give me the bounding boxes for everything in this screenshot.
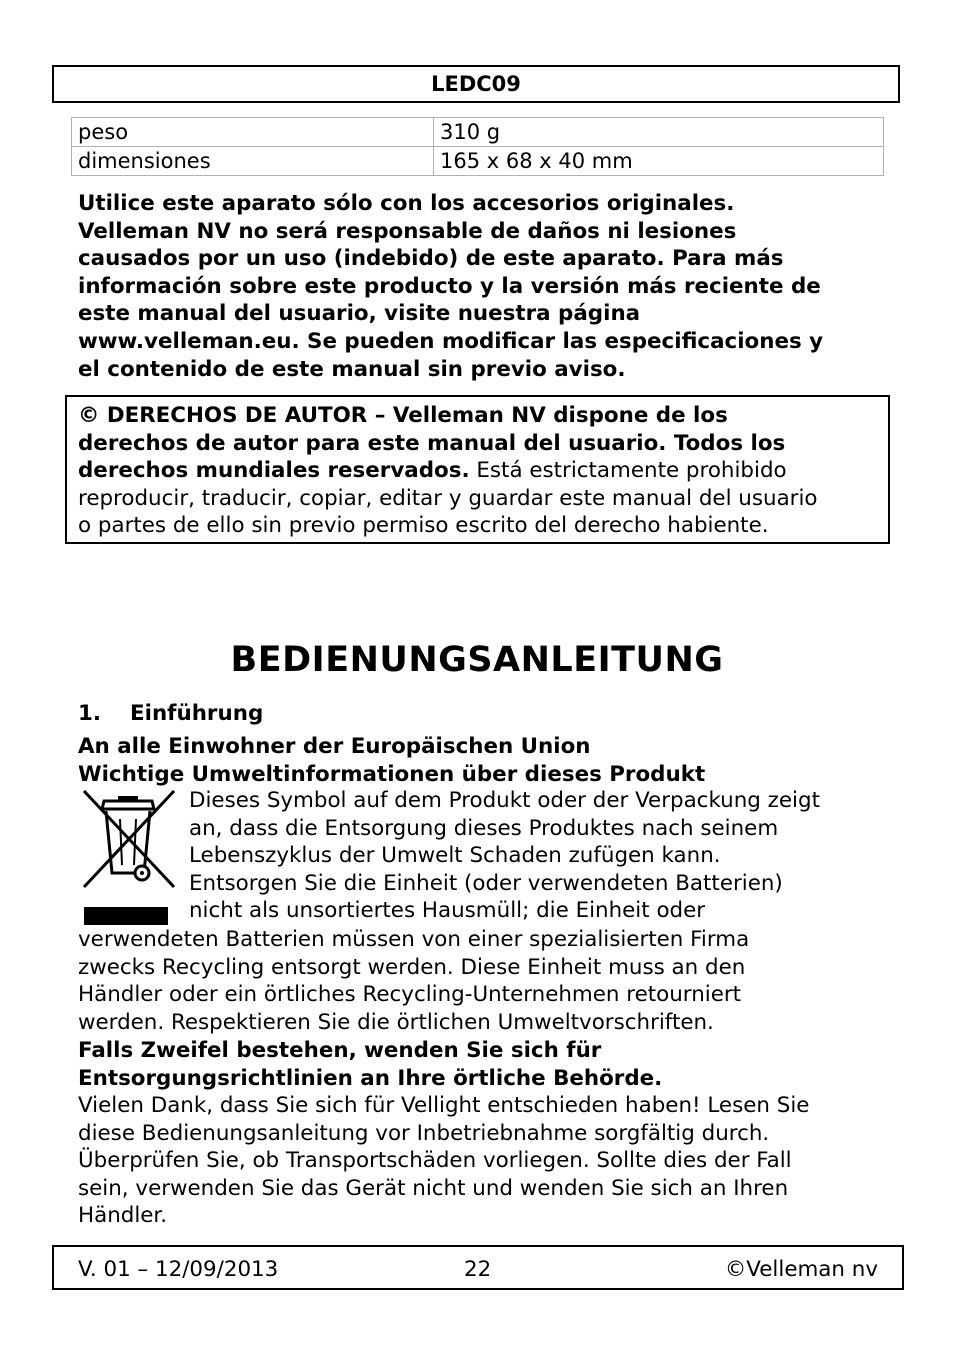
text-line: Velleman NV no será responsable de daños ni lesiones — [78, 218, 737, 244]
text-line: o partes de ello sin previo permiso escrito del derecho habiente. — [78, 513, 769, 539]
text-line: Händler. — [78, 1203, 168, 1229]
footer-version: V. 01 – 12/09/2013 — [78, 1257, 279, 1282]
text-line: Falls Zweifel bestehen, wenden Sie sich für — [78, 1038, 602, 1063]
text-line: derechos mundiales reservados. Está estrictamente prohibido — [78, 458, 787, 484]
thanks-paragraph — [78, 1092, 888, 1230]
text-line: el contenido de este manual sin previo aviso. — [78, 356, 626, 382]
env-heading: Wichtige Umweltinformationen über dieses Produkt — [78, 762, 706, 787]
text-line: Vielen Dank, dass Sie sich für Vellight entschieden haben! Lesen Sie — [78, 1093, 810, 1118]
authority-note — [78, 1037, 888, 1092]
section-title: Einführung — [130, 701, 264, 726]
text-line: este manual del usuario, visite nuestra página — [78, 301, 641, 327]
page-footer — [52, 1245, 904, 1290]
text-line: Lebenszyklus der Umwelt Schaden zufügen kann. — [189, 843, 721, 869]
text-line: nicht als unsortiertes Hausmüll; die Einheit oder — [189, 898, 706, 924]
copyright-notice — [65, 395, 890, 544]
disposal-paragraph-continued — [78, 926, 888, 1036]
table-row — [72, 118, 884, 147]
page-title: BEDIENUNGSANLEITUNG — [230, 640, 724, 680]
sub-headings — [78, 733, 705, 789]
text-line: reproducir, traducir, copiar, editar y guardar este manual del usuario — [78, 485, 818, 511]
text-line: © DERECHOS DE AUTOR – Velleman NV dispone de los — [78, 403, 728, 428]
text-line: causados por un uso (indebido) de este aparato. Para más — [78, 246, 784, 272]
section-heading — [78, 701, 263, 726]
text-line: derechos de autor para este manual del usuario. Todos los — [78, 430, 786, 456]
text-line: Händler oder ein örtliches Recycling-Unternehmen retourniert — [78, 982, 742, 1008]
crossed-out-wheelie-bin-icon — [80, 787, 178, 927]
text-line: diese Bedienungsanleitung vor Inbetriebnahme sorgfältig durch. — [78, 1120, 770, 1146]
text-line: zwecks Recycling entsorgt werden. Diese Einheit muss an den — [78, 954, 746, 980]
spec-table — [71, 117, 884, 176]
section-number: 1. — [78, 701, 102, 726]
spec-label: dimensiones — [72, 147, 434, 176]
spec-label: peso — [72, 118, 434, 147]
spec-value: 310 g — [434, 118, 884, 147]
text-line: www.velleman.eu. Se pueden modificar las especificaciones y — [78, 328, 824, 354]
text-line: werden. Respektieren Sie die örtlichen Umweltvorschriften. — [78, 1009, 714, 1035]
text-line: Dieses Symbol auf dem Produkt oder der Verpackung zeigt — [189, 788, 820, 813]
table-row — [72, 147, 884, 176]
text-line: sein, verwenden Sie das Gerät nicht und wenden Sie sich an Ihren — [78, 1175, 789, 1201]
text-line: Entsorgen Sie die Einheit (oder verwendeten Batterien) — [189, 870, 783, 896]
disposal-paragraph — [189, 787, 889, 925]
text-line: verwendeten Batterien müssen von einer spezialisierten Firma — [78, 927, 750, 952]
spec-value: 165 x 68 x 40 mm — [434, 147, 884, 176]
eu-heading: An alle Einwohner der Europäischen Union — [78, 734, 591, 759]
page-number: 22 — [464, 1257, 492, 1282]
page-header — [52, 65, 900, 103]
text-line: Überprüfen Sie, ob Transportschäden vorliegen. Sollte dies der Fall — [78, 1148, 792, 1174]
text-line: an, dass die Entsorgung dieses Produktes nach seinem — [189, 815, 779, 841]
disclaimer — [78, 190, 888, 383]
text-line: Entsorgungsrichtlinien an Ihre örtliche Behörde. — [78, 1065, 663, 1091]
footer-copyright: ©Velleman nv — [724, 1257, 878, 1282]
text-line: información sobre este producto y la versión más reciente de — [78, 273, 821, 299]
text-line: Utilice este aparato sólo con los accesorios originales. — [78, 191, 735, 216]
model-name: LEDC09 — [431, 72, 521, 96]
